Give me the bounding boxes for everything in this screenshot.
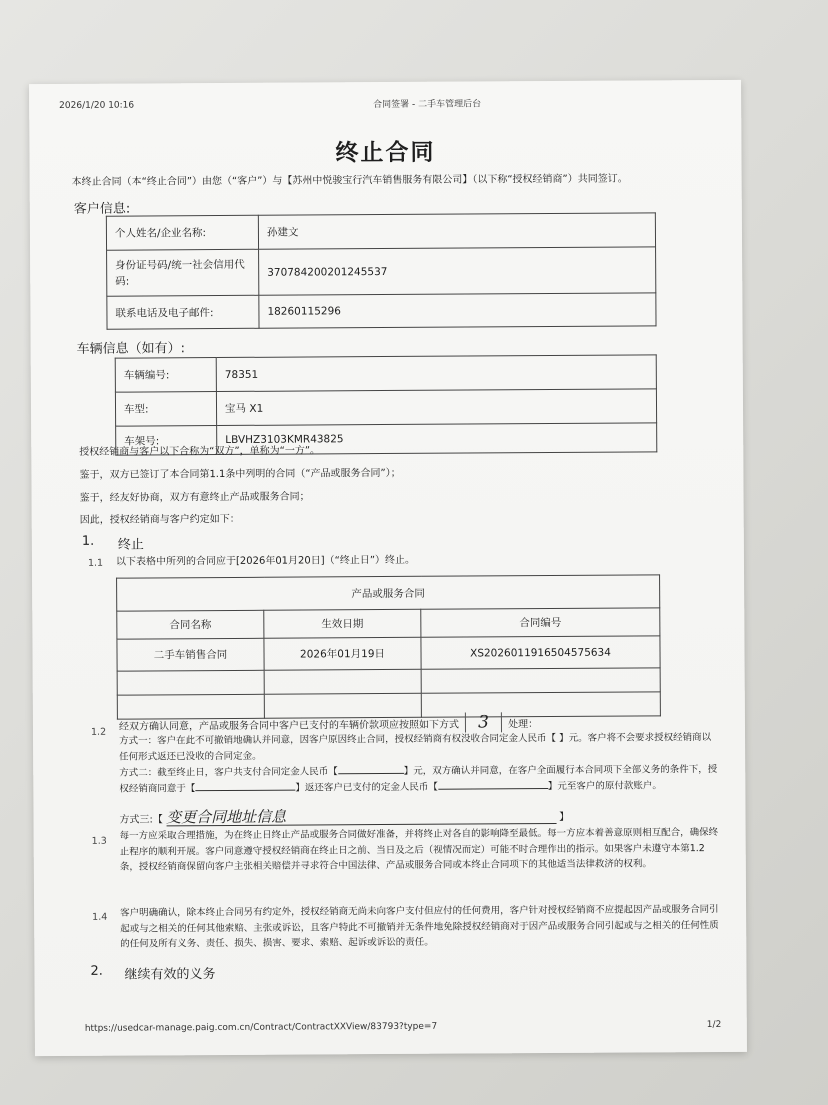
para-whereas-2: 鉴于，经友好协商，双方有意终止产品或服务合同； (79, 491, 310, 504)
footer-page-number: 1/2 (706, 1019, 722, 1031)
clause-1-2-number: 1.2 (90, 726, 107, 738)
table-cell (117, 670, 264, 695)
method-2-part-c: 】返还客户已支付的定金人民币【 (295, 781, 438, 794)
customer-label: 身份证号码/统一社会信用代码: (107, 249, 259, 296)
table-cell: 二手车销售合同 (117, 638, 264, 671)
table-cell (264, 669, 421, 694)
para-parties: 授权经销商与客户以下合称为“双方”，单称为“一方”。 (79, 445, 321, 458)
handwritten-choice: 3 (465, 712, 502, 732)
table-row (107, 247, 656, 296)
vehicle-value: LBVHZ3103KMR43825 (217, 423, 657, 455)
blank-field (338, 773, 404, 774)
customer-value: 18260115296 (259, 293, 656, 328)
section-1-title: 终止 (117, 537, 144, 553)
vehicle-value: 78351 (216, 355, 656, 392)
section-2-number: 2. (90, 963, 103, 979)
vehicle-label: 车型: (115, 392, 216, 427)
contract-table (116, 574, 661, 719)
footer-url: https://usedcar-manage.paig.com.cn/Contract/ContractXXView/83793?type=7 (84, 1021, 438, 1034)
clause-1-2-after: 处理： (508, 719, 539, 731)
para-therefore: 因此，授权经销商与客户约定如下： (79, 513, 240, 526)
blank-field (195, 789, 295, 791)
vehicle-label: 车辆编号: (115, 358, 216, 393)
clause-1-2-lead: 经双方确认同意，产品或服务合同中客户已支付的车辆价款项应按照如下方式 (118, 719, 459, 733)
column-header: 合同名称 (117, 610, 264, 639)
column-header: 合同编号 (421, 608, 660, 637)
method-1: 方式一：客户在此不可撤销地确认并同意，因客户原因终止合同，授权经销商有权没收合同定金人民币【 】元。客户将不会要求授权经销商以任何形式返还已没收的合同定金。 (119, 732, 712, 763)
table-row (115, 355, 656, 392)
table-row (117, 608, 660, 639)
intro-paragraph: 本终止合同（本“终止合同”）由您（“客户”）与【苏州中悦骏宝行汽车销售服务有限公司】（以下称“授权经销商”）共同签订。 (71, 173, 628, 188)
vehicle-heading: 车辆信息（如有）: (76, 341, 186, 357)
customer-table (106, 212, 657, 329)
header-datetime: 2026/1/20 10:16 (59, 100, 135, 111)
table-row (115, 389, 656, 426)
customer-value: 孙建文 (258, 213, 655, 249)
handwritten-method-3: 变更合同地址信息 (166, 807, 556, 826)
customer-heading: 客户信息: (73, 201, 131, 217)
table-cell (421, 692, 660, 717)
table-cell: XS2026011916504575634 (421, 636, 660, 669)
customer-label: 个人姓名/企业名称: (106, 215, 258, 250)
table-row (117, 636, 660, 671)
method-2 (119, 762, 719, 797)
blank-field (438, 788, 548, 790)
document-title: 终止合同 (335, 139, 436, 167)
table-row (117, 575, 660, 611)
clause-1-4-text: 客户明确确认，除本终止合同另有约定外，授权经销商无尚未向客户支付但应付的任何费用，客户针对授权经销商不应提起因产品或服务合同引起或与之相关的任何其他索赔、主张或诉讼，且客户特此不可撤销并无条件地免除授权经销商对于因产品或服务合同引起或与之相关的任何性质的任何及所有义务、责任、损失、损害、要求、索赔、起诉或诉讼的责任。 (120, 903, 719, 950)
clause-1-3-number: 1.3 (91, 835, 107, 847)
document-page (29, 80, 747, 1056)
para-whereas-1: 鉴于，双方已签订了本合同第1.1条中列明的合同（“产品或服务合同”）； (79, 467, 401, 481)
table-row (107, 293, 656, 329)
column-header: 生效日期 (264, 609, 421, 638)
customer-value: 370784200201245537 (259, 247, 656, 295)
method-3-label: 方式三:【 (119, 814, 163, 826)
method-2-part-b: 】元，双方确认并同意，在客户全面履行本合同项下全部义务的条件下，授权经销商同意于【 (119, 763, 718, 795)
clause-1-4-number: 1.4 (92, 911, 108, 923)
header-site-title: 合同签署 - 二手车管理后台 (373, 99, 482, 111)
method-3-end: 】 (559, 811, 570, 823)
vehicle-table (115, 354, 658, 455)
clause-1-3-text: 每一方应采取合理措施，为在终止日终止产品或服务合同做好准备，并将终止对各自的影响降至最低。每一方应本着善意原则相互配合，确保终止程序的顺利开展。客户同意遵守授权经销商在终止日之前、当日及之后（视情况而定）可能不时合理作出的指示。如果客户未遵守本第1.2条，授权经销商保留向客户主张相关赔偿并寻求符合中国法律、产品或服务合同或本终止合同项下的其他适当法律救济的权利。 (119, 826, 719, 873)
table-cell (421, 668, 660, 693)
customer-label: 联系电话及电子邮件: (107, 295, 259, 329)
method-2-part-a: 方式二：截至终止日，客户共支付合同定金人民币【 (119, 766, 338, 779)
vehicle-value: 宝马 X1 (216, 389, 656, 426)
contract-table-title: 产品或服务合同 (117, 575, 660, 611)
section-1-number: 1. (81, 533, 95, 549)
table-cell: 2026年01月19日 (264, 637, 421, 670)
vehicle-label: 车架号: (116, 426, 217, 456)
table-row (106, 213, 655, 250)
method-2-part-d: 】元至客户的原付款账户。 (547, 779, 662, 792)
clause-1-1-text: 以下表格中所列的合同应于[2026年01月20日]（“终止日”）终止。 (115, 554, 416, 568)
table-row (117, 668, 660, 695)
clause-1-1-number: 1.1 (87, 557, 104, 569)
section-2-title: 继续有效的义务 (124, 967, 216, 983)
